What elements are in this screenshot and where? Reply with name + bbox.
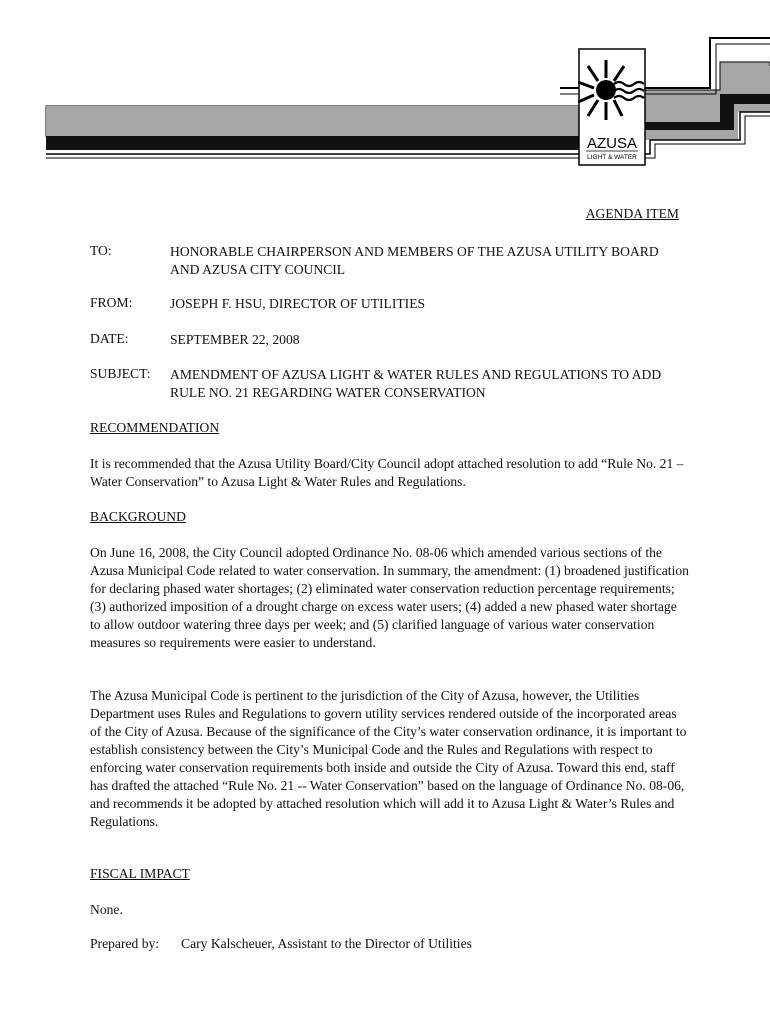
fiscal-impact-text: None.	[90, 902, 123, 917]
logo-name: AZUSA	[586, 135, 638, 152]
prepared-by-value: Cary Kalscheuer, Assistant to the Director of Utilities	[181, 936, 472, 951]
to-value: HONORABLE CHAIRPERSON AND MEMBERS OF THE AZUSA UTILITY BOARD AND AZUSA CITY COUNCIL	[170, 244, 659, 277]
to-label: TO:	[90, 243, 112, 258]
subject-value: AMENDMENT OF AZUSA LIGHT & WATER RULES AND REGULATIONS TO ADD RULE NO. 21 REGARDING WATER CONSERVATION	[170, 367, 662, 400]
date-value: SEPTEMBER 22, 2008	[170, 332, 300, 347]
from-label: FROM:	[90, 295, 133, 310]
from-value: JOSEPH F. HSU, DIRECTOR OF UTILITIES	[170, 296, 426, 311]
fiscal-impact-heading: FISCAL IMPACT	[90, 866, 190, 881]
prepared-by	[90, 936, 472, 952]
date-label: DATE:	[90, 331, 129, 346]
recommendation-text: It is recommended that the Azusa Utility Board/City Council adopt attached resolution to add “Rule No. 21 – Water Conservation” to Azusa Light & Water Rules and Regulations.	[90, 456, 684, 489]
background-heading: BACKGROUND	[90, 509, 186, 524]
subject-label: SUBJECT:	[90, 366, 151, 381]
azusa-logo	[578, 48, 646, 166]
recommendation-heading: RECOMMENDATION	[90, 420, 220, 435]
prepared-by-label: Prepared by:	[90, 936, 160, 951]
background-paragraph-2: The Azusa Municipal Code is pertinent to the jurisdiction of the City of Azusa, however, the Utilities Department uses Rules and Regulations to govern utility services rendered outside of the incorporated areas of the City of Azusa. Because of the significance of the City’s water conservation ordinance, it is important to establish consistency between the City’s Municipal Code and the Rules and Regulations with respect to enforcing water conservation requirements both inside and outside the City of Azusa. Toward this end, staff has drafted the attached “Rule No. 21 -- Water Conservation” based on the language of Ordinance No. 08-06, and recommends it be adopted by attached resolution which will add it to Azusa Light & Water’s Rules and Regulations.	[90, 688, 687, 829]
background-paragraph-1: On June 16, 2008, the City Council adopted Ordinance No. 08-06 which amended various sections of the Azusa Municipal Code related to water conservation. In summary, the amendment: (1) broadened justification for declaring phased water shortages; (2) eliminated water conservation reduction percentage requirements; (3) authorized imposition of a drought charge on excess water users; (4) added a new phased water shortage to allow outdoor watering three days per week; and (5) clarified language of various water conservation measures so requirements were easier to understand.	[90, 545, 689, 650]
letterhead-graphic	[0, 0, 770, 190]
agenda-item-heading: AGENDA ITEM	[585, 206, 679, 221]
logo-subtitle: LIGHT & WATER	[587, 154, 637, 161]
